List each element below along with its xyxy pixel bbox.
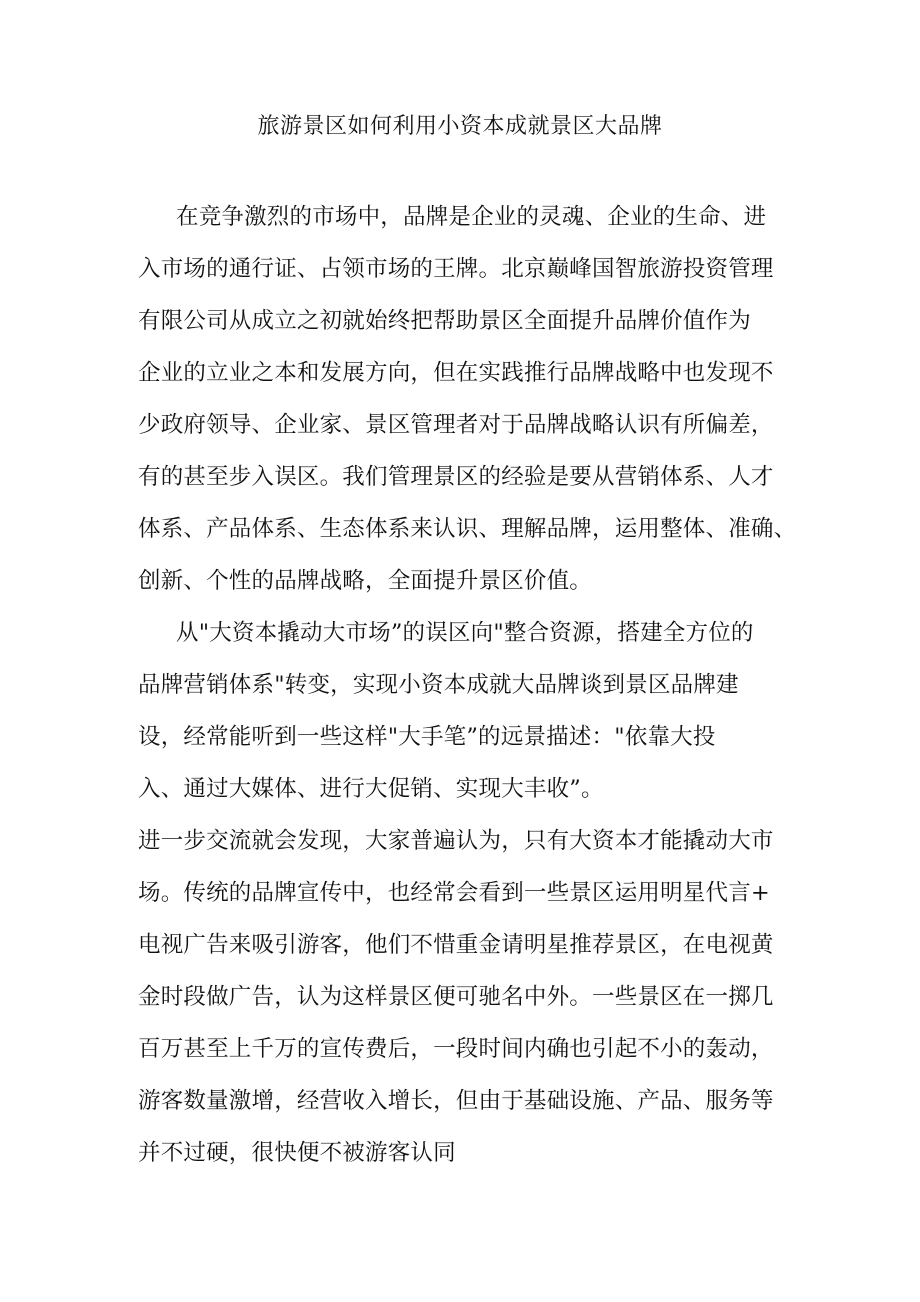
paragraph-line: 有限公司从成立之初就始终把帮助景区全面提升品牌价值作为: [138, 308, 751, 334]
paragraph-line: 进一步交流就会发现，大家普遍认为，只有大资本才能撬动大市: [138, 828, 774, 854]
paragraph-line: 百万甚至上千万的宣传费后，一段时间内确也引起不小的轰动，: [138, 1036, 774, 1062]
paragraph-line: 品牌营销体系"转变，实现小资本成就大品牌谈到景区品牌建: [138, 672, 739, 698]
paragraph-line: 游客数量激增，经营收入增长，但由于基础设施、产品、服务等: [138, 1088, 774, 1114]
paragraph-line: 创新、个性的品牌战略，全面提升景区价值。: [138, 568, 593, 594]
paragraph-line: 并不过硬，很快便不被游客认同: [138, 1140, 456, 1166]
paragraph-line: 设，经常能听到一些这样"大手笔”的远景描述："依靠大投: [138, 724, 716, 750]
paragraph-line: 金时段做广告，认为这样景区便可驰名中外。一些景区在一掷几: [138, 984, 774, 1010]
paragraph-line: 体系、产品体系、生态体系来认识、理解品牌，运用整体、准确、: [138, 516, 797, 542]
document-title: 旅游景区如何利用小资本成就景区大品牌: [257, 114, 663, 139]
paragraph-line: 入、通过大媒体、进行大促销、实现大丰收”。: [138, 776, 604, 802]
paragraph-line: 在竞争激烈的市场中，品牌是企业的灵魂、企业的生命、进: [176, 204, 767, 230]
paragraph-line: 少政府领导、企业家、景区管理者对于品牌战略认识有所偏差，: [138, 412, 774, 438]
paragraph-line: 有的甚至步入误区。我们管理景区的经验是要从营销体系、人才: [138, 464, 774, 490]
paragraph-line: 电视广告来吸引游客，他们不惜重金请明星推荐景区，在电视黄: [138, 932, 774, 958]
paragraph-line: 场。传统的品牌宣传中，也经常会看到一些景区运用明星代言+: [138, 880, 770, 906]
paragraph-line: 入市场的通行证、占领市场的王牌。北京巅峰国智旅游投资管理: [138, 256, 774, 282]
paragraph-line: 从"大资本撬动大市场”的误区向"整合资源，搭建全方位的: [176, 620, 754, 646]
paragraph-line: 企业的立业之本和发展方向，但在实践推行品牌战略中也发现不: [138, 360, 774, 386]
